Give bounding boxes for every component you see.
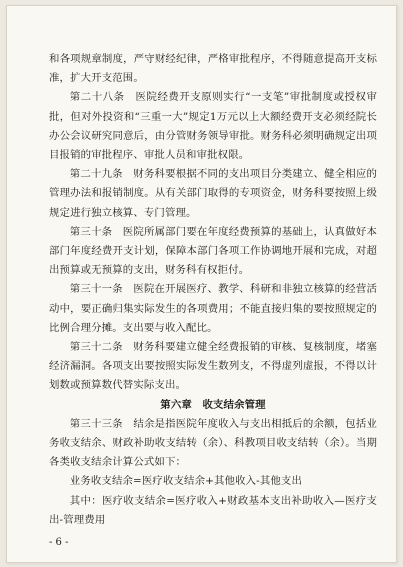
article-31: 第三十一条 医院在开展医疗、教学、科研和非独立核算的经营活动中，要正确归集实际发生的各项费用；不能直接归集的要按照规定的比例合理分摊。支出要与收入配比。 [49, 283, 377, 334]
paragraph-continuation: 和各项规章制度，严守财经纪律，严格审批程序，不得随意提高开支标准，扩大开支范围。 [49, 53, 377, 85]
article-28: 第二十八条 医院经费开支原则实行“一支笔”审批制度或授权审批，但对外投资和“三重一大”规定1万元以上大额经费开支必须经院长办公会议研究同意后，由分管财务领导审批。财务科必须明确规定出项目报销的审批程序、审批人员和审批权限。 [49, 91, 377, 162]
formula-business-surplus: 业务收支结余=医疗收支结余+其他收入-其他支出 [69, 475, 302, 488]
article-32: 第三十二条 财务科要建立健全经费报销的审核、复核制度，堵塞经济漏洞。各项支出要按照实际发生数列支，不得虚列虚报，不得以计划数或预算数代替实际支出。 [49, 341, 377, 392]
document-body [49, 50, 377, 530]
article-33: 第三十三条 结余是指医院年度收入与支出相抵后的余额，包括业务收支结余、财政补助收支结转（余）、科教项目收支结转（余）。当期各类收支结余计算公式如下： [49, 417, 377, 469]
formula-medical-surplus: 其中：医疗收支结余=医疗收入+财政基本支出补助收入—医疗支出-管理费用 [49, 494, 377, 526]
chapter-heading: 第六章 收支结余管理 [160, 398, 266, 411]
page-number: - 6 - [49, 537, 69, 548]
article-30: 第三十条 医院所属部门要在年度经费预算的基础上，认真做好本部门年度经费开支计划，保障本部门各项工作协调地开展和完成，对超出预算或无预算的支出，财务科有权拒付。 [49, 225, 377, 277]
document-page [6, 5, 397, 563]
article-29: 第二十九条 财务科要根据不同的支出项目分类建立、健全相应的管理办法和报销制度。从有关部门取得的专项资金，财务科要按照上级规定进行独立核算、专门管理。 [49, 168, 377, 219]
